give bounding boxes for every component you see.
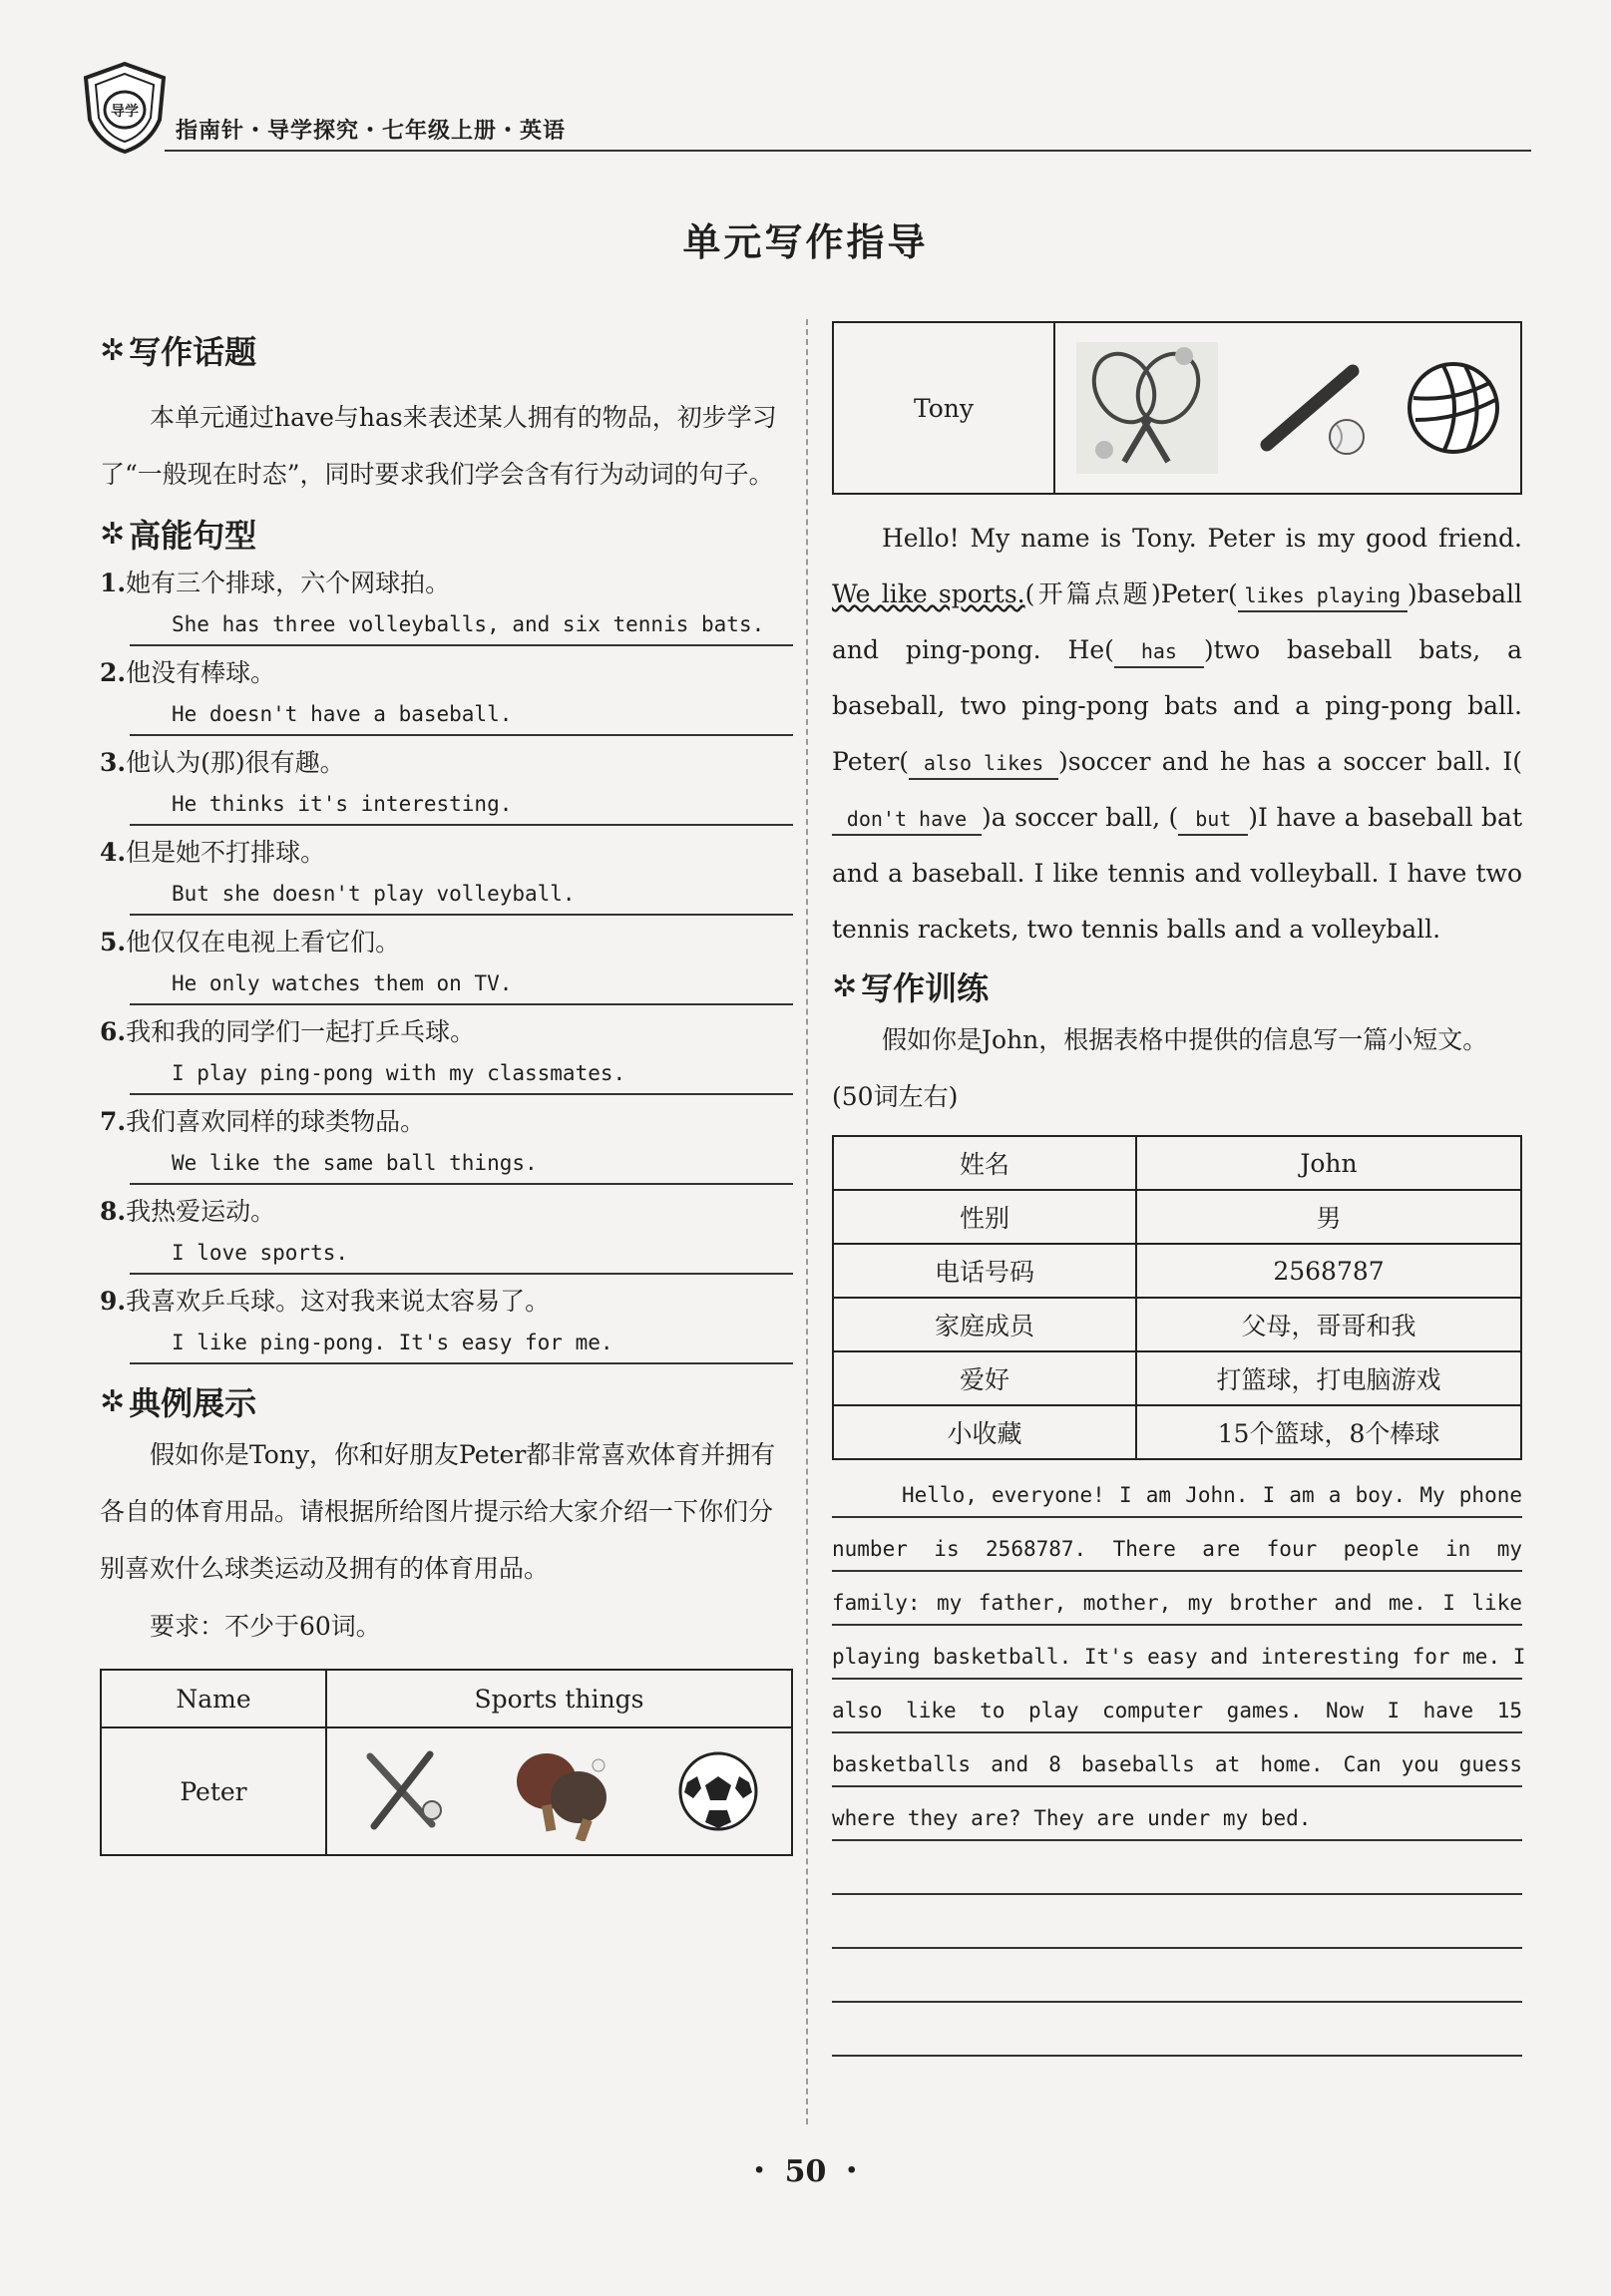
item-chinese: 他认为(那)很有趣。 <box>126 748 345 777</box>
tennis-rackets-icon <box>1072 338 1222 478</box>
table-cell: John <box>1136 1136 1521 1190</box>
example-passage <box>832 511 1522 957</box>
tony-things-cell <box>1054 322 1521 494</box>
baseball-bats-icon <box>358 1746 448 1836</box>
flower-icon: ✲ <box>100 332 126 368</box>
practice-heading <box>832 963 1522 1009</box>
item-chinese: 他仅仅在电视上看它们。 <box>126 928 401 957</box>
table-cell: 15个篮球，8个棒球 <box>1136 1405 1521 1459</box>
item-number: 2. <box>100 658 127 687</box>
practice-prompt: 假如你是John，根据表格中提供的信息写一篇小短文。(50词左右) <box>832 1025 1488 1111</box>
item-answer: But she doesn't play volleyball. <box>130 874 793 916</box>
answer-blank: also likes <box>909 748 1058 780</box>
table-row <box>833 1136 1521 1190</box>
table-cell: 电话号码 <box>833 1244 1136 1298</box>
item-number: 9. <box>100 1287 127 1316</box>
essay-line: playing basketball. It's easy and interesting for me. I <box>832 1626 1522 1680</box>
essay-line: family: my father, mother, my brother and me. I like <box>832 1572 1522 1626</box>
topic-heading <box>100 327 793 373</box>
item-chinese: 但是她不打排球。 <box>126 838 326 867</box>
john-info-table <box>832 1135 1522 1460</box>
practice-heading-label: 写作训练 <box>861 969 990 1007</box>
item-answer: We like the same ball things. <box>130 1143 793 1185</box>
soccer-ball-icon <box>675 1748 761 1834</box>
item-number: 6. <box>100 1017 127 1046</box>
list-item <box>100 832 793 916</box>
item-chinese: 我们喜欢同样的球类物品。 <box>126 1107 426 1136</box>
key-sentences-heading <box>100 511 793 557</box>
table-cell: 家庭成员 <box>833 1298 1136 1351</box>
answer-blank: don't have <box>832 804 982 836</box>
tony-table <box>832 321 1522 495</box>
running-title: 指南针・导学探究・七年级上册・英语 <box>176 119 567 144</box>
table-cell: 性别 <box>833 1190 1136 1244</box>
answer-blank: likes playing <box>1238 580 1408 612</box>
table-cell: 姓名 <box>833 1136 1136 1190</box>
flower-icon: ✲ <box>100 516 126 552</box>
peter-table <box>100 1669 793 1856</box>
passage-part: )soccer and he has a soccer ball. I( <box>1058 747 1522 776</box>
item-answer: He thinks it's interesting. <box>130 784 793 826</box>
flower-icon: ✲ <box>100 1383 126 1419</box>
table-header-name: Name <box>101 1670 326 1727</box>
passage-part: Peter( <box>1160 579 1238 608</box>
page-title: 单元写作指导 <box>682 220 929 264</box>
key-sentences-list <box>100 563 793 1364</box>
essay-line: also like to play computer games. Now I have 15 <box>832 1680 1522 1733</box>
item-answer: I love sports. <box>130 1233 793 1275</box>
peter-things-cell <box>326 1727 792 1855</box>
peter-name-cell: Peter <box>101 1727 326 1855</box>
item-answer: He doesn't have a baseball. <box>130 694 793 736</box>
table-cell: 小收藏 <box>833 1405 1136 1459</box>
table-cell: 父母，哥哥和我 <box>1136 1298 1521 1351</box>
essay-line: where they are? They are under my bed. <box>832 1787 1522 1841</box>
item-number: 3. <box>100 748 127 777</box>
example-prompt: 假如你是Tony，你和好朋友Peter都非常喜欢体育并拥有各自的体育用品。请根据所给图片提示给大家介绍一下你们分别喜欢什么球类运动及拥有的体育用品。 <box>100 1440 776 1583</box>
item-number: 8. <box>100 1197 127 1226</box>
passage-part: )I have a baseball bat and a baseball. I like tennis and volleyball. I have two tennis rackets, two tennis balls and a volleyball. <box>832 803 1522 944</box>
item-number: 5. <box>100 928 127 957</box>
flower-icon: ✲ <box>832 968 858 1004</box>
example-heading <box>100 1378 793 1424</box>
list-item <box>100 652 793 736</box>
left-column <box>100 327 793 1856</box>
item-answer: I like ping-pong. It's easy for me. <box>130 1323 793 1364</box>
table-cell: 打篮球，打电脑游戏 <box>1136 1351 1521 1405</box>
item-chinese: 她有三个排球，六个网球拍。 <box>126 569 451 597</box>
essay-line: Hello, everyone! I am John. I am a boy. My phone <box>832 1464 1522 1518</box>
item-number: 1. <box>100 569 127 597</box>
example-heading-label: 典例展示 <box>129 1384 257 1422</box>
table-row <box>833 1190 1521 1244</box>
passage-underlined: We like sports. <box>832 579 1025 608</box>
item-answer: He only watches them on TV. <box>130 963 793 1005</box>
essay-line <box>832 1841 1522 1895</box>
item-answer: I play ping-pong with my classmates. <box>130 1053 793 1095</box>
item-answer: She has three volleyballs, and six tennis bats. <box>130 604 793 646</box>
essay-line: number is 2568787. There are four people in my <box>832 1518 1522 1572</box>
essay-line: basketballs and 8 baseballs at home. Can you guess <box>832 1733 1522 1787</box>
passage-note: (开篇点题) <box>1024 579 1161 608</box>
tony-name-cell: Tony <box>833 322 1054 494</box>
ping-pong-paddles-icon <box>507 1741 616 1841</box>
list-item <box>100 563 793 646</box>
baseball-bat-icon <box>1253 353 1373 463</box>
volleyball-icon <box>1404 358 1503 458</box>
list-item <box>100 1281 793 1364</box>
header-rule <box>165 150 1531 152</box>
answer-blank: has <box>1114 636 1204 668</box>
item-number: 4. <box>100 838 127 867</box>
passage-part: Hello! My name is Tony. Peter is my good friend. <box>882 524 1522 553</box>
item-chinese: 我热爱运动。 <box>126 1197 276 1226</box>
essay-line <box>832 1895 1522 1949</box>
list-item <box>100 1011 793 1095</box>
passage-part: )baseball and ping-pong. He( <box>832 579 1522 664</box>
topic-heading-label: 写作话题 <box>129 333 257 371</box>
passage-part: )two baseball bats, a baseball, two ping-pong bats and a ping-pong ball. Peter( <box>832 635 1522 776</box>
list-item <box>100 1101 793 1185</box>
page-number: ・ 50 ・ <box>744 2154 867 2189</box>
list-item <box>100 922 793 1005</box>
table-cell: 2568787 <box>1136 1244 1521 1298</box>
column-divider <box>806 319 808 2124</box>
item-chinese: 我喜欢乒乓球。这对我来说太容易了。 <box>126 1287 551 1316</box>
table-header-things: Sports things <box>326 1670 792 1727</box>
table-cell: 男 <box>1136 1190 1521 1244</box>
example-requirement: 要求：不少于60词。 <box>150 1612 381 1641</box>
table-row <box>833 1244 1521 1298</box>
essay-line <box>832 1949 1522 2003</box>
logo-text: 导学 <box>111 104 139 120</box>
item-number: 7. <box>100 1107 127 1136</box>
table-row <box>833 1298 1521 1351</box>
list-item <box>100 742 793 826</box>
essay-line <box>832 2003 1522 2057</box>
table-row <box>833 1405 1521 1459</box>
list-item <box>100 1191 793 1275</box>
essay-answer <box>832 1464 1526 2057</box>
right-column <box>832 321 1526 2057</box>
passage-part: )a soccer ball, ( <box>982 803 1179 832</box>
item-chinese: 他没有棒球。 <box>126 658 276 687</box>
key-sentences-heading-label: 高能句型 <box>129 517 257 555</box>
shield-logo-icon <box>80 60 170 156</box>
table-cell: 爱好 <box>833 1351 1136 1405</box>
table-row <box>833 1351 1521 1405</box>
topic-text: 本单元通过have与has来表述某人拥有的物品，初步学习了“一般现在时态”，同时要求我们学会含有行为动词的句子。 <box>100 403 777 489</box>
item-chinese: 我和我的同学们一起打乒乓球。 <box>126 1017 476 1046</box>
answer-blank: but <box>1178 804 1248 836</box>
